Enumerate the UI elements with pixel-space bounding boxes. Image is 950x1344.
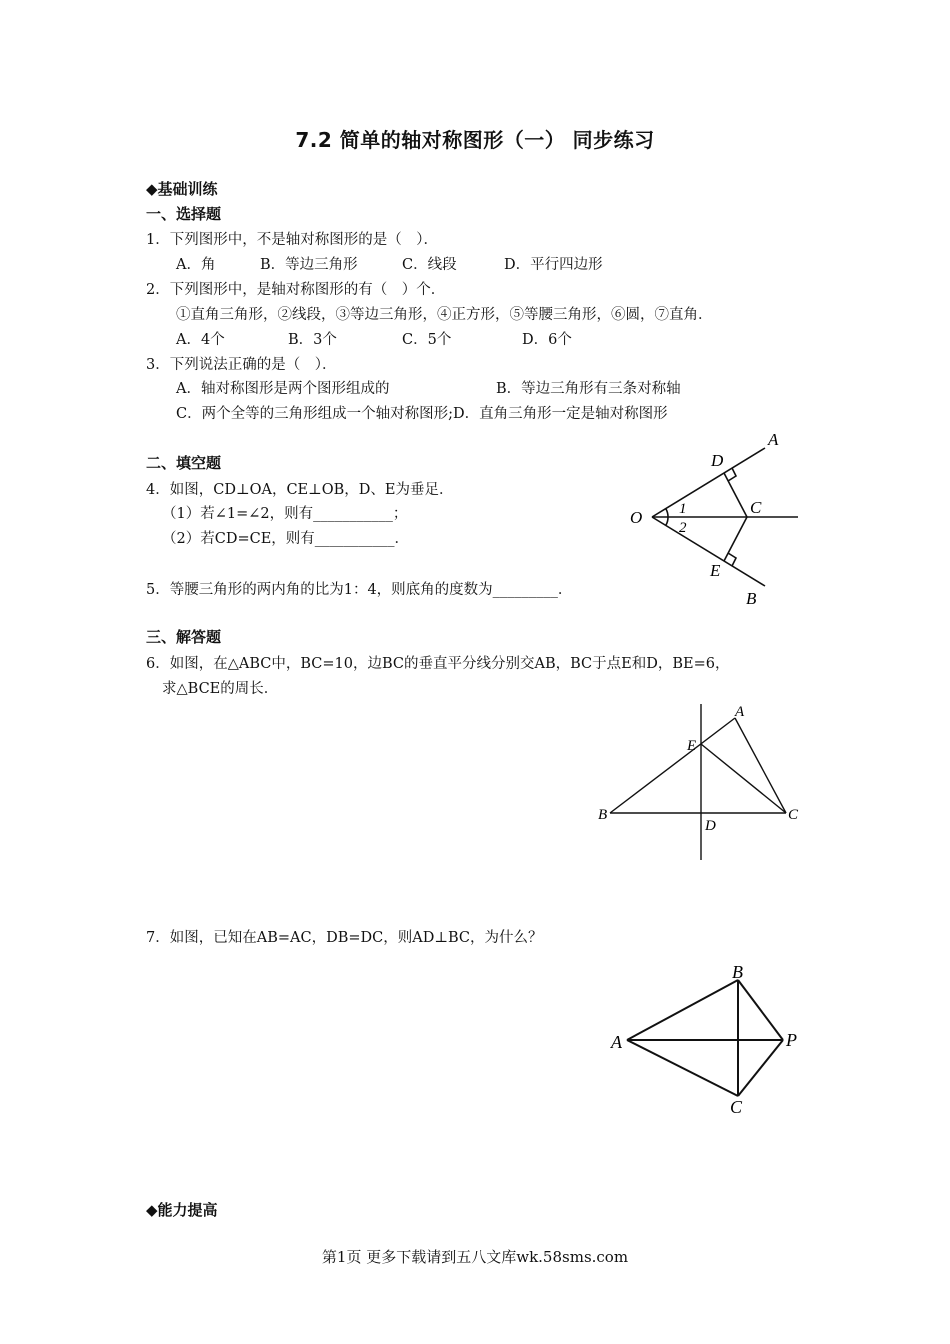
- fig2-label-e: E: [687, 738, 697, 754]
- q2-stem: 2．下列图形中，是轴对称图形的有（ ）个．: [146, 282, 446, 298]
- q4-part1: （1）若∠1=∠2，则有___________；: [162, 506, 408, 522]
- fig1-label-angle1: 1: [679, 501, 687, 517]
- q3-option-a: A．轴对称图形是两个图形组成的: [176, 381, 390, 397]
- fig2-label-b: B: [598, 807, 608, 823]
- fig1-label-b: B: [746, 589, 757, 608]
- page-title: 7.2 简单的轴对称图形（一） 同步练习: [295, 128, 655, 152]
- q3-option-cd: C．两个全等的三角形组成一个轴对称图形;D．直角三角形一定是轴对称图形: [176, 406, 668, 422]
- fig2-label-c: C: [788, 807, 799, 823]
- fig1-label-e: E: [710, 561, 721, 580]
- fig3-label-b: B: [732, 962, 743, 982]
- section-fill: 二、填空题: [146, 454, 222, 472]
- q3-option-b: B．等边三角形有三条对称轴: [496, 381, 681, 397]
- section-advanced: ◆能力提高: [146, 1201, 218, 1219]
- fig2-label-d: D: [705, 818, 716, 834]
- figure-triangle-bce: [590, 696, 810, 866]
- fig1-label-d: D: [711, 451, 724, 470]
- q2-list: ①直角三角形，②线段，③等边三角形，④正方形，⑤等腰三角形，⑥圆，⑦直角．: [176, 307, 713, 323]
- section-choice: 一、选择题: [146, 205, 222, 223]
- fig3-label-c: C: [730, 1097, 743, 1117]
- fig2-label-a: A: [735, 704, 745, 720]
- q4-stem: 4．如图，CD⊥OA，CE⊥OB，D、E为垂足．: [146, 482, 454, 498]
- q1-option-b: B．等边三角形: [260, 257, 358, 273]
- page-footer: 第1页 更多下载请到五八文库wk.58sms.com: [321, 1248, 629, 1266]
- q6-line2: 求△BCE的周长．: [162, 681, 279, 697]
- section-solve: 三、解答题: [146, 628, 222, 646]
- q3-stem: 3．下列说法正确的是（ ）．: [146, 357, 337, 373]
- q2-option-d: D．6个: [522, 332, 572, 348]
- fig3-label-p: P: [786, 1030, 797, 1050]
- fig1-label-angle2: 2: [679, 520, 687, 536]
- q1-option-d: D．平行四边形: [504, 257, 603, 273]
- q7-stem: 7．如图，已知在AB=AC，DB=DC，则AD⊥BC，为什么？: [146, 930, 543, 946]
- section-basic: ◆基础训练: [146, 180, 218, 198]
- q4-part2: （2）若CD=CE，则有___________．: [162, 531, 410, 547]
- fig1-label-c: C: [750, 498, 762, 517]
- q1-option-a: A．角: [176, 257, 216, 273]
- q5-stem: 5．等腰三角形的两内角的比为1：4，则底角的度数为_________．: [146, 582, 573, 598]
- q1-stem: 1．下列图形中，不是轴对称图形的是（ ）．: [146, 232, 438, 248]
- fig1-label-o: O: [630, 508, 643, 527]
- q6-line1: 6．如图，在△ABC中，BC=10，边BC的垂直平分线分别交AB，BC于点E和D，BE=6，: [146, 656, 730, 672]
- figure-kite: [605, 960, 810, 1120]
- q2-option-b: B．3个: [288, 332, 337, 348]
- fig1-label-a: A: [768, 430, 779, 449]
- fig3-label-a: A: [611, 1032, 622, 1052]
- q1-option-c: C．线段: [402, 257, 457, 273]
- q2-option-c: C．5个: [402, 332, 452, 348]
- q2-option-a: A．4个: [176, 332, 225, 348]
- figure-angle: [620, 428, 810, 608]
